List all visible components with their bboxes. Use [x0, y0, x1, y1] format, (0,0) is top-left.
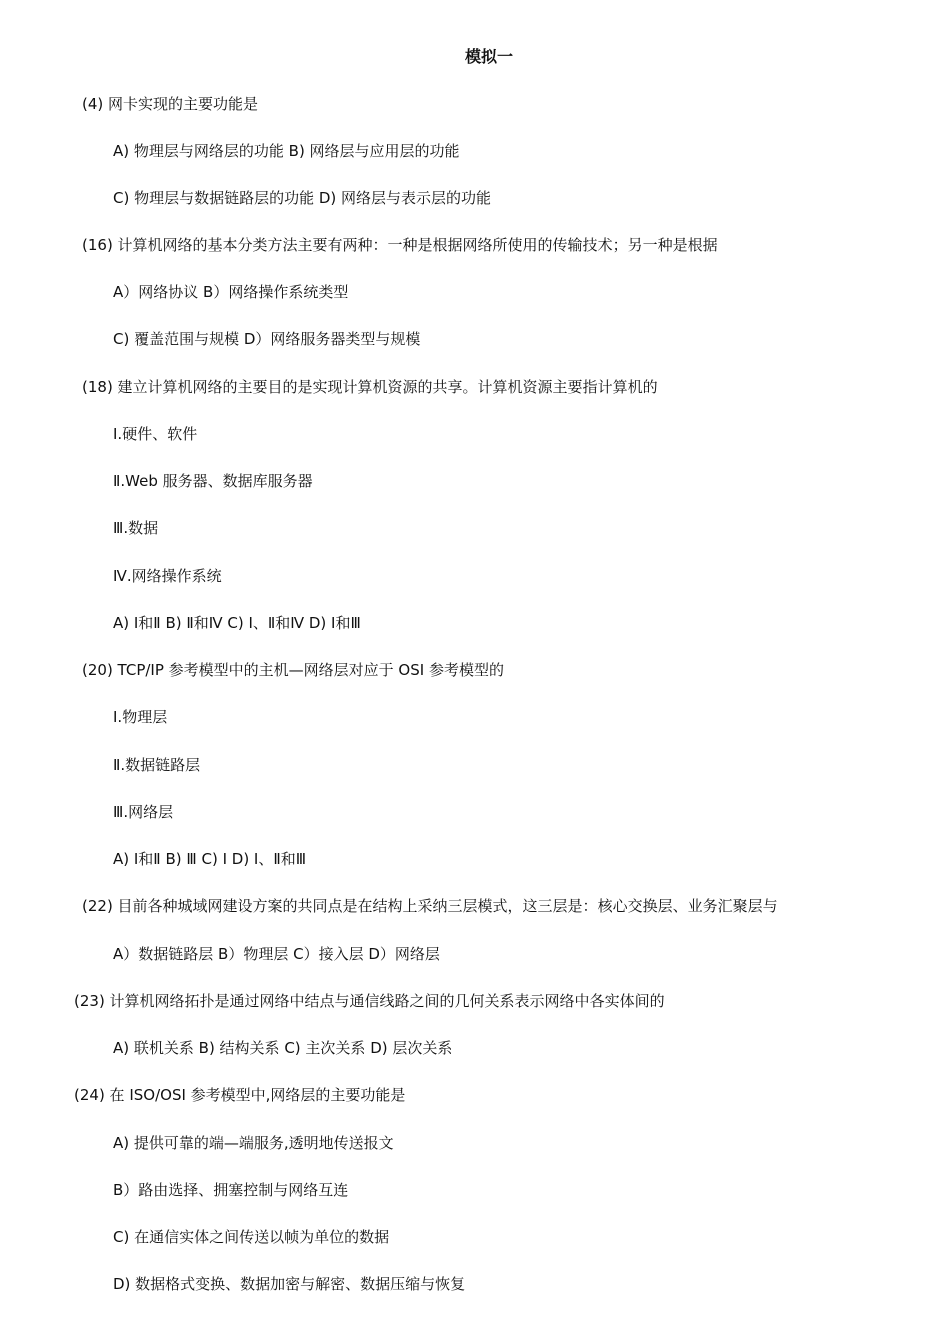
question-20-options: A) Ⅰ和Ⅱ B) Ⅲ C) Ⅰ D) Ⅰ、Ⅱ和Ⅲ: [113, 850, 307, 868]
question-20-text: (20) TCP/IP 参考模型中的主机—网络层对应于 OSI 参考模型的: [82, 661, 504, 679]
question-20-item-2: Ⅱ.数据链路层: [113, 756, 201, 774]
question-24-option-a: A) 提供可靠的端—端服务,透明地传送报文: [113, 1134, 394, 1152]
question-4-options-cd: C) 物理层与数据链路层的功能 D) 网络层与表示层的功能: [113, 189, 492, 207]
question-18-text: (18) 建立计算机网络的主要目的是实现计算机资源的共享。计算机资源主要指计算机的: [82, 378, 658, 396]
question-18-item-4: Ⅳ.网络操作系统: [113, 567, 222, 585]
question-20-item-3: Ⅲ.网络层: [113, 803, 174, 821]
question-20-item-1: Ⅰ.物理层: [113, 708, 168, 726]
question-23-options: A) 联机关系 B) 结构关系 C) 主次关系 D) 层次关系: [113, 1039, 453, 1057]
question-18-options: A) Ⅰ和Ⅱ B) Ⅱ和Ⅳ C) Ⅰ、Ⅱ和Ⅳ D) Ⅰ和Ⅲ: [113, 614, 361, 632]
question-18-item-3: Ⅲ.数据: [113, 519, 159, 537]
page-title: 模拟一: [464, 47, 513, 66]
question-23-text: (23) 计算机网络拓扑是通过网络中结点与通信线路之间的几何关系表示网络中各实体间的: [74, 992, 665, 1010]
question-24-text: (24) 在 ISO/OSI 参考模型中,网络层的主要功能是: [74, 1086, 406, 1104]
question-24-option-d: D) 数据格式变换、数据加密与解密、数据压缩与恢复: [113, 1275, 466, 1293]
question-16-options-cd: C) 覆盖范围与规模 D）网络服务器类型与规模: [113, 330, 421, 348]
question-18-item-2: Ⅱ.Web 服务器、数据库服务器: [113, 472, 313, 490]
question-4-options-ab: A) 物理层与网络层的功能 B) 网络层与应用层的功能: [113, 142, 460, 160]
question-22-text: (22) 目前各种城域网建设方案的共同点是在结构上采纳三层模式，这三层是：核心交换层、业务汇聚层与: [82, 897, 778, 915]
question-18-item-1: Ⅰ.硬件、软件: [113, 425, 198, 443]
question-22-options: A）数据链路层 B）物理层 C）接入层 D）网络层: [113, 945, 440, 963]
question-4-text: (4) 网卡实现的主要功能是: [82, 95, 259, 113]
question-24-option-c: C) 在通信实体之间传送以帧为单位的数据: [113, 1228, 390, 1246]
question-24-option-b: B）路由选择、拥塞控制与网络互连: [113, 1181, 349, 1199]
question-16-text: (16) 计算机网络的基本分类方法主要有两种：一种是根据网络所使用的传输技术；另一种是根据: [82, 236, 718, 254]
question-16-options-ab: A）网络协议 B）网络操作系统类型: [113, 283, 349, 301]
